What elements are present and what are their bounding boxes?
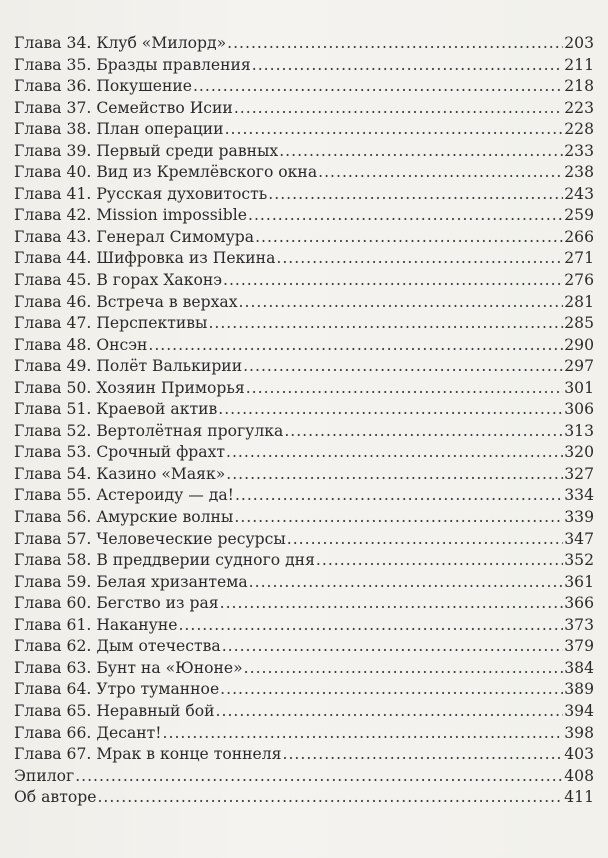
toc-dot-leader xyxy=(235,485,563,507)
toc-entry xyxy=(14,485,594,507)
toc-entry xyxy=(14,421,594,443)
toc-entry xyxy=(14,593,594,615)
toc-entry-title: Глава 43. Генерал Симомура xyxy=(14,227,255,246)
toc-entry-title: Глава 54. Казино «Маяк» xyxy=(14,464,226,483)
toc-entry-page-number: 394 xyxy=(564,701,594,720)
toc-dot-leader xyxy=(284,421,563,443)
toc-entry-page-number: 320 xyxy=(564,443,594,462)
toc-dot-leader xyxy=(208,313,563,335)
toc-dot-leader xyxy=(318,162,563,184)
toc-entry-title: Глава 56. Амурские волны xyxy=(14,508,234,527)
toc-entry-page-number: 373 xyxy=(564,615,594,634)
toc-entry-page-number: 238 xyxy=(564,163,594,182)
toc-dot-leader xyxy=(255,227,563,249)
toc-entry-title: Глава 65. Неравный бой xyxy=(14,701,215,720)
toc-entry-title: Глава 59. Белая хризантема xyxy=(14,572,248,591)
toc-entry-page-number: 271 xyxy=(564,249,594,268)
toc-dot-leader xyxy=(75,766,563,788)
toc-entry-page-number: 276 xyxy=(564,271,594,290)
toc-entry-title: Глава 57. Человеческие ресурсы xyxy=(14,529,286,548)
toc-entry-page-number: 384 xyxy=(564,658,594,677)
toc-entry-page-number: 408 xyxy=(564,766,594,785)
toc-entry-title: Глава 45. В горах Хаконэ xyxy=(14,271,222,290)
toc-entry-title: Глава 55. Астероиду — да! xyxy=(14,486,234,505)
toc-entry-title: Глава 38. План операции xyxy=(14,120,224,139)
toc-entry-page-number: 266 xyxy=(564,227,594,246)
toc-dot-leader xyxy=(287,529,563,551)
toc-entry-title: Глава 52. Вертолётная прогулка xyxy=(14,421,284,440)
toc-dot-leader xyxy=(244,658,564,680)
toc-entry xyxy=(14,119,594,141)
toc-entry-page-number: 218 xyxy=(564,77,594,96)
toc-entry xyxy=(14,464,594,486)
toc-entry-page-number: 203 xyxy=(564,34,594,52)
toc-entry xyxy=(14,141,594,163)
toc-dot-leader xyxy=(148,335,563,357)
toc-dot-leader xyxy=(234,98,563,120)
toc-entry-page-number: 290 xyxy=(564,335,594,354)
toc-dot-leader xyxy=(226,464,563,486)
toc-entry-page-number: 389 xyxy=(564,680,594,699)
toc-entry-title: Глава 40. Вид из Кремлёвского окна xyxy=(14,163,318,182)
toc-entry-title: Глава 37. Семейство Исии xyxy=(14,98,233,117)
toc-entry-title: Глава 62. Дым отечества xyxy=(14,637,221,656)
toc-entry-page-number: 297 xyxy=(564,357,594,376)
toc-entry xyxy=(14,787,594,809)
toc-entry-title: Глава 50. Хозяин Приморья xyxy=(14,378,245,397)
toc-entry-title: Глава 46. Встреча в верхах xyxy=(14,292,238,311)
toc-entry-title: Эпилог xyxy=(14,766,75,785)
toc-entry xyxy=(14,658,594,680)
table-of-contents xyxy=(14,33,594,809)
toc-entry-title: Глава 61. Накануне xyxy=(14,615,178,634)
toc-dot-leader xyxy=(97,787,563,809)
toc-entry-page-number: 379 xyxy=(564,637,594,656)
toc-entry xyxy=(14,636,594,658)
toc-entry-page-number: 306 xyxy=(564,400,594,419)
toc-entry xyxy=(14,378,594,400)
toc-entry-title: Об авторе xyxy=(14,788,97,807)
toc-entry-page-number: 313 xyxy=(564,421,594,440)
toc-entry-page-number: 223 xyxy=(564,98,594,117)
toc-entry-title: Глава 66. Десант! xyxy=(14,723,162,742)
toc-entry-page-number: 361 xyxy=(564,572,594,591)
toc-dot-leader xyxy=(218,399,563,421)
toc-entry-page-number: 285 xyxy=(564,314,594,333)
toc-entry-page-number: 334 xyxy=(564,486,594,505)
toc-dot-leader xyxy=(222,636,564,658)
toc-entry xyxy=(14,766,594,788)
toc-entry-title: Глава 35. Бразды правления xyxy=(14,55,251,74)
toc-entry-title: Глава 49. Полёт Валькирии xyxy=(14,357,243,376)
toc-dot-leader xyxy=(225,119,564,141)
toc-entry-page-number: 366 xyxy=(564,594,594,613)
toc-entry-page-number: 352 xyxy=(564,551,594,570)
toc-dot-leader xyxy=(220,679,563,701)
toc-entry xyxy=(14,33,594,55)
toc-dot-leader xyxy=(163,723,564,745)
toc-dot-leader xyxy=(220,593,564,615)
toc-entry-page-number: 281 xyxy=(564,292,594,311)
toc-dot-leader xyxy=(246,378,564,400)
toc-entry xyxy=(14,572,594,594)
toc-dot-leader xyxy=(249,572,564,594)
toc-dot-leader xyxy=(283,744,564,766)
toc-entry-title: Глава 47. Перспективы xyxy=(14,314,208,333)
toc-entry-title: Глава 48. Онсэн xyxy=(14,335,148,354)
toc-entry-page-number: 228 xyxy=(564,120,594,139)
toc-dot-leader xyxy=(252,55,563,77)
toc-entry xyxy=(14,615,594,637)
toc-entry-page-number: 233 xyxy=(564,141,594,160)
toc-dot-leader xyxy=(223,270,563,292)
toc-entry-page-number: 327 xyxy=(564,464,594,483)
toc-entry xyxy=(14,507,594,529)
toc-dot-leader xyxy=(193,76,563,98)
toc-dot-leader xyxy=(248,205,563,227)
toc-entry xyxy=(14,248,594,270)
toc-dot-leader xyxy=(234,507,563,529)
toc-entry-page-number: 347 xyxy=(564,529,594,548)
toc-entry-title: Глава 36. Покушение xyxy=(14,77,192,96)
toc-dot-leader xyxy=(243,356,563,378)
toc-entry-title: Глава 63. Бунт на «Юноне» xyxy=(14,658,243,677)
toc-entry-title: Глава 53. Срочный фрахт xyxy=(14,443,225,462)
toc-entry-page-number: 211 xyxy=(564,55,594,74)
toc-entry xyxy=(14,270,594,292)
toc-dot-leader xyxy=(239,292,564,314)
toc-entry-title: Глава 67. Мрак в конце тоннеля xyxy=(14,745,282,764)
toc-entry-title: Глава 34. Клуб «Милорд» xyxy=(14,34,227,52)
toc-entry xyxy=(14,227,594,249)
toc-entry-title: Глава 39. Первый среди равных xyxy=(14,141,279,160)
toc-entry-title: Глава 60. Бегство из рая xyxy=(14,594,219,613)
toc-dot-leader xyxy=(279,141,563,163)
toc-entry-page-number: 398 xyxy=(564,723,594,742)
toc-dot-leader xyxy=(316,550,563,572)
toc-entry xyxy=(14,162,594,184)
toc-entry xyxy=(14,442,594,464)
toc-entry xyxy=(14,205,594,227)
toc-entry-page-number: 301 xyxy=(564,378,594,397)
toc-entry xyxy=(14,550,594,572)
toc-entry-page-number: 411 xyxy=(564,788,594,807)
toc-entry xyxy=(14,679,594,701)
toc-entry-title: Глава 42. Mission impossible xyxy=(14,206,247,225)
toc-entry xyxy=(14,744,594,766)
toc-dot-leader xyxy=(268,184,563,206)
toc-entry xyxy=(14,335,594,357)
toc-entry-title: Глава 51. Краевой актив xyxy=(14,400,218,419)
toc-entry-page-number: 259 xyxy=(564,206,594,225)
toc-entry-title: Глава 44. Шифровка из Пекина xyxy=(14,249,276,268)
toc-entry xyxy=(14,55,594,77)
toc-entry-page-number: 339 xyxy=(564,508,594,527)
toc-entry-title: Глава 58. В преддверии судного дня xyxy=(14,551,315,570)
toc-entry xyxy=(14,356,594,378)
toc-entry xyxy=(14,701,594,723)
toc-dot-leader xyxy=(178,615,563,637)
toc-entry xyxy=(14,313,594,335)
toc-entry xyxy=(14,529,594,551)
toc-entry xyxy=(14,98,594,120)
toc-entry xyxy=(14,292,594,314)
toc-dot-leader xyxy=(276,248,563,270)
toc-entry xyxy=(14,399,594,421)
toc-entry-title: Глава 64. Утро туманное xyxy=(14,680,220,699)
toc-dot-leader xyxy=(227,33,563,55)
toc-dot-leader xyxy=(216,701,564,723)
toc-entry xyxy=(14,723,594,745)
toc-entry-page-number: 403 xyxy=(564,745,594,764)
toc-entry-title: Глава 41. Русская духовитость xyxy=(14,184,268,203)
toc-dot-leader xyxy=(226,442,563,464)
toc-entry-page-number: 243 xyxy=(564,184,594,203)
toc-entry xyxy=(14,76,594,98)
toc-entry xyxy=(14,184,594,206)
